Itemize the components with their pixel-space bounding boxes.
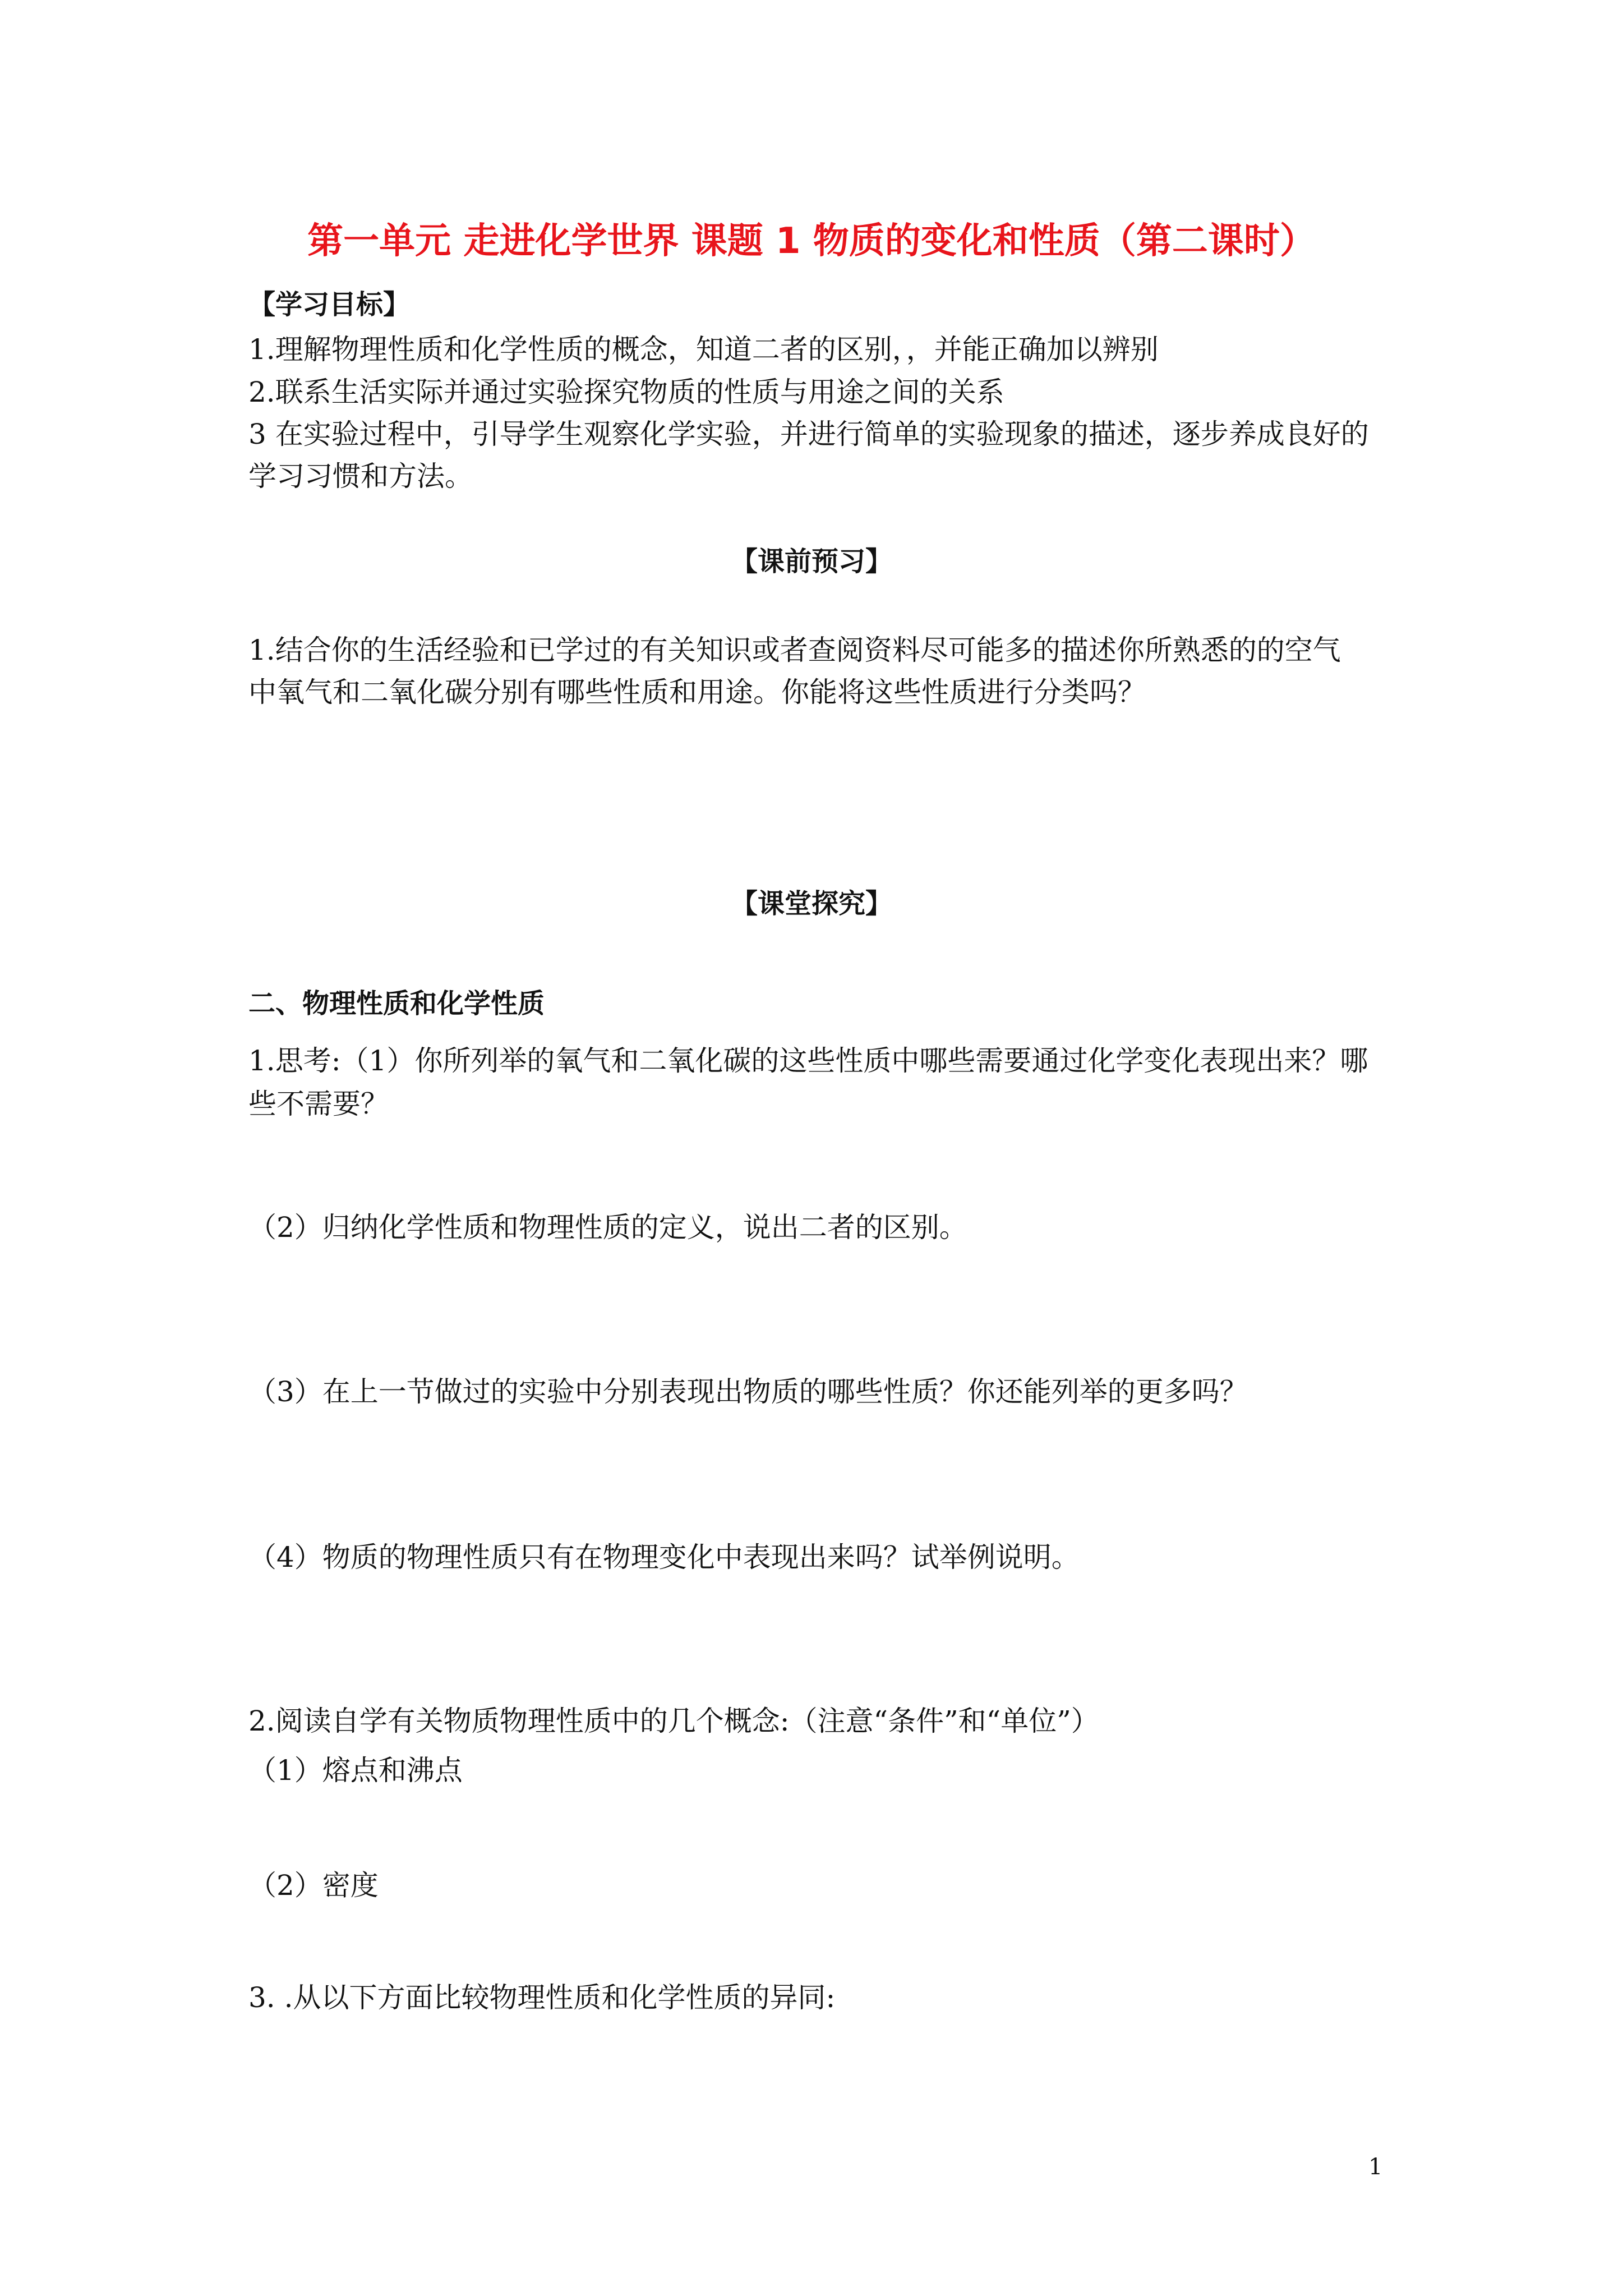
objectives-heading: 【学习目标】: [248, 289, 411, 320]
preview-heading: 【课前预习】: [730, 546, 892, 577]
objective-item-3: 3 在实验过程中，引导学生观察化学实验，并进行简单的实验现象的描述，逐步养成良好的: [248, 418, 1369, 450]
page-number: 1: [1368, 2154, 1383, 2180]
reading-item-1: （1）熔点和沸点: [248, 1754, 463, 1787]
page-title: 第一单元 走进化学世界 课题 1 物质的变化和性质（第二课时）: [307, 220, 1316, 262]
question-3: （3）在上一节做过的实验中分别表现出物质的哪些性质？你还能列举的更多吗？: [248, 1375, 1248, 1408]
compare-heading: 3. .从以下方面比较物理性质和化学性质的异同:: [248, 1981, 836, 2014]
question-2: （2）归纳化学性质和物理性质的定义，说出二者的区别。: [248, 1211, 967, 1244]
section-title: 二、物理性质和化学性质: [248, 988, 545, 1019]
question-4: （4）物质的物理性质只有在物理变化中表现出来吗？试举例说明。: [248, 1541, 1080, 1573]
objective-item-2: 2.联系生活实际并通过实验探究物质的性质与用途之间的关系: [248, 376, 1004, 408]
objective-item-3-cont: 学习习惯和方法。: [248, 460, 473, 493]
reading-item-2: （2）密度: [248, 1869, 379, 1902]
objective-item-1: 1.理解物理性质和化学性质的概念，知道二者的区别，，并能正确加以辨别: [248, 333, 1159, 366]
preview-line-2: 中氧气和二氧化碳分别有哪些性质和用途。你能将这些性质进行分类吗？: [248, 676, 1146, 708]
question-1-line-2: 些不需要？: [248, 1088, 389, 1120]
question-1-line-1: 1.思考:（1）你所列举的氧气和二氧化碳的这些性质中哪些需要通过化学变化表现出来？哪: [248, 1045, 1368, 1077]
explore-heading: 【课堂探究】: [730, 888, 892, 919]
preview-line-1: 1.结合你的生活经验和已学过的有关知识或者查阅资料尽可能多的描述你所熟悉的的空气: [248, 634, 1341, 666]
reading-title: 2.阅读自学有关物质物理性质中的几个概念:（注意“条件”和“单位”）: [248, 1705, 1099, 1737]
